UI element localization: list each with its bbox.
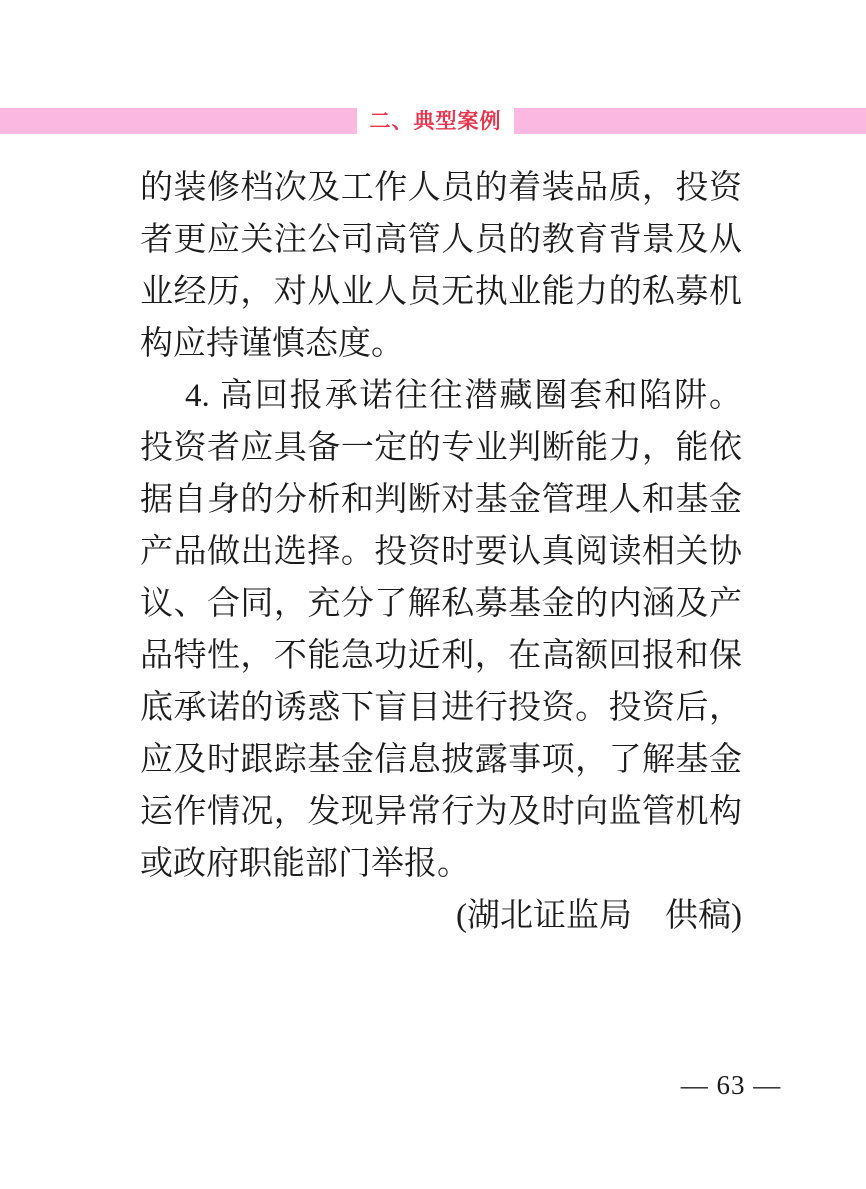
section-title: 二、典型案例	[369, 109, 502, 133]
header-bar-left	[0, 108, 357, 134]
section-title-wrap	[357, 108, 514, 134]
body-text-column	[140, 162, 742, 942]
section-header-band	[0, 108, 866, 134]
header-bar-right	[514, 108, 866, 134]
paragraph-point-4: 4. 高回报承诺往往潜藏圈套和陷阱。投资者应具备一定的专业判断能力，能依据自身的分析和判断对基金管理人和基金产品做出选择。投资时要认真阅读相关协议、合同，充分了解私募基金的内涵及产品特性，不能急功近利，在高额回报和保底承诺的诱惑下盲目进行投资。投资后，应及时跟踪基金信息披露事项，了解基金运作情况，发现异常行为及时向监管机构或政府职能部门举报。	[140, 378, 742, 882]
page-number: — 63 —	[680, 1070, 782, 1100]
paragraph-continuation: 的装修档次及工作人员的着装品质，投资者更应关注公司高管人员的教育背景及从业经历，对从业人员无执业能力的私募机构应持谨慎态度。	[140, 170, 742, 362]
attribution-line: (湖北证监局 供稿)	[456, 898, 742, 934]
